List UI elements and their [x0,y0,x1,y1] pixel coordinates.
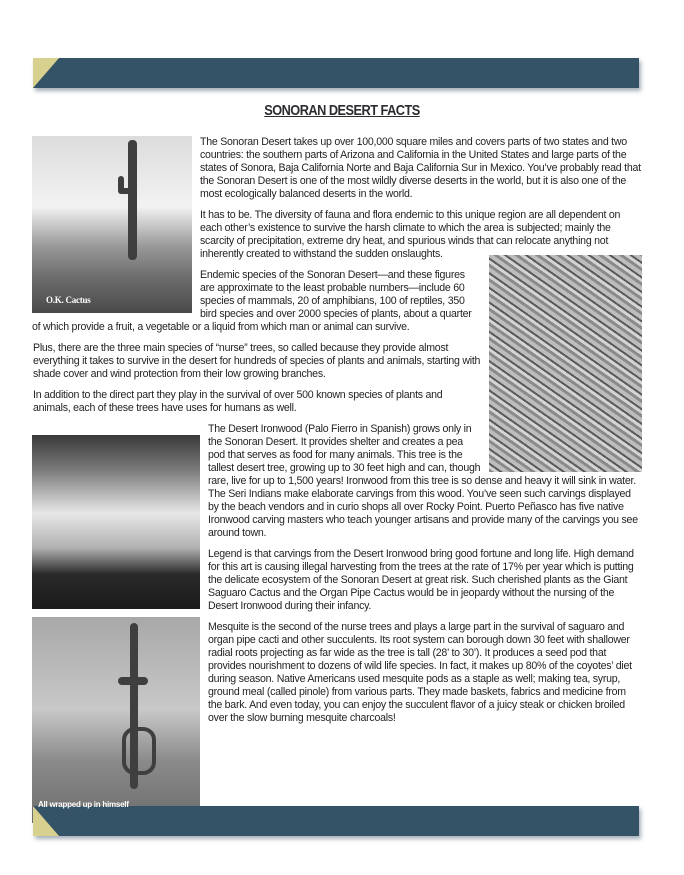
cactus-trunk [128,140,137,260]
photo-caption: O.K. Cactus [46,295,91,305]
banner-accent-triangle [33,58,59,88]
photo-desert-sky [32,435,200,609]
cactus-arm [118,188,132,194]
paragraph: The Sonoran Desert takes up over 100,000 square miles and covers parts of two states and two countries: the southern parts of Arizona and California in the United States and large parts of the states of Sonora, Baja California Norte and Baja California Sur in Mexico. You’ve probably read that the Sonoran Desert is one of the most wildly diverse deserts in the world, but it is also one of the most ecologically balanced deserts in the world. [200,136,641,200]
article-body [32,136,642,823]
page-title: SONORAN DESERT FACTS [264,102,420,119]
paragraph: It has to be. The diversity of fauna and flora endemic to this unique region are all dependent on each other’s existence to survive the harsh climate to which the area is subjected; mainly the scarcity of precipitation, extreme dry heat, and spurious winds that can relocate anything not inherently created to withstand the sudden onslaughts. [200,209,621,260]
photo-caption: All wrapped up in himself [38,800,129,809]
paragraph: The Desert Ironwood (Palo Fierro in Spanish) grows only in the Sonoran Desert. It provides shelter and creates a pea pod that serves as food for many animals. This tree is the tallest desert tree, growing up to 30 feet high and can, though rare, live for up to 1,500 years! Ironwood from this tree is so dense and heavy it will sink in water. The Seri Indians make elaborate carvings from this wood. You’ve seen such carvings displayed by the beach vendors and in curio shops all over Rocky Point. Puerto Peñasco has five native Ironwood carving masters who teach younger artisans and provide many of the carvings you see around town. [208,423,638,539]
paragraph: Legend is that carvings from the Desert Ironwood bring good fortune and long life. High demand for this art is causing illegal harvesting from the trees at the rate of 17% per year which is putting the delicate ecosystem of the Sonoran Desert at great risk. Such cherished plants as the Giant Saguaro Cactus and the Organ Pipe Cactus would be in jeopardy without the nursing of the Desert Ironwood during their infancy. [208,548,634,612]
paragraph: Plus, there are the three main species of “nurse” trees, so called because they provide almost everything it takes to survive in the desert for hundreds of species of plants and animals, starting with shade cover and wind protection from their low growing branches. [33,342,481,380]
photo-ok-cactus [32,136,192,313]
header-banner [33,58,639,88]
cactus-arm-loop [122,727,156,775]
paragraph: In addition to the direct part they play in the survival of over 500 known species of plants and animals, each of these trees have uses for humans as well. [33,389,443,414]
photo-lizard [489,255,642,472]
paragraph: Mesquite is the second of the nurse trees and plays a large part in the survival of saguaro and organ pipe cacti and other succulents. Its root system can borough down 30 feet with shallower radial roots projecting as far wide as the tree is tall (28’ to 30’). It produces a seed pod that provides nourishment to dozens of wild life species. In fact, it makes up 80% of the coyotes’ diet during season. Native Americans used mesquite pods as a staple as well; making tea, syrup, ground meal (called pinole) from various parts. They made baskets, fabrics and medicine from the bark. And even today, you can enjoy the succulent flavor of a juicy steak or chicken broiled over the slow burning mesquite charcoals! [208,621,632,724]
cactus-arm [118,677,148,685]
paragraph: Endemic species of the Sonoran Desert—and these figures are approximate to the least probable numbers—include 60 species of mammals, 20 of amphibians, 100 of reptiles, 350 bird species and over 2000 species of plants, about a quarter of which provide a fruit, a vegetable or a liquid from which man or animal can survive. [32,269,472,333]
photo-wrapped-saguaro [32,617,200,823]
